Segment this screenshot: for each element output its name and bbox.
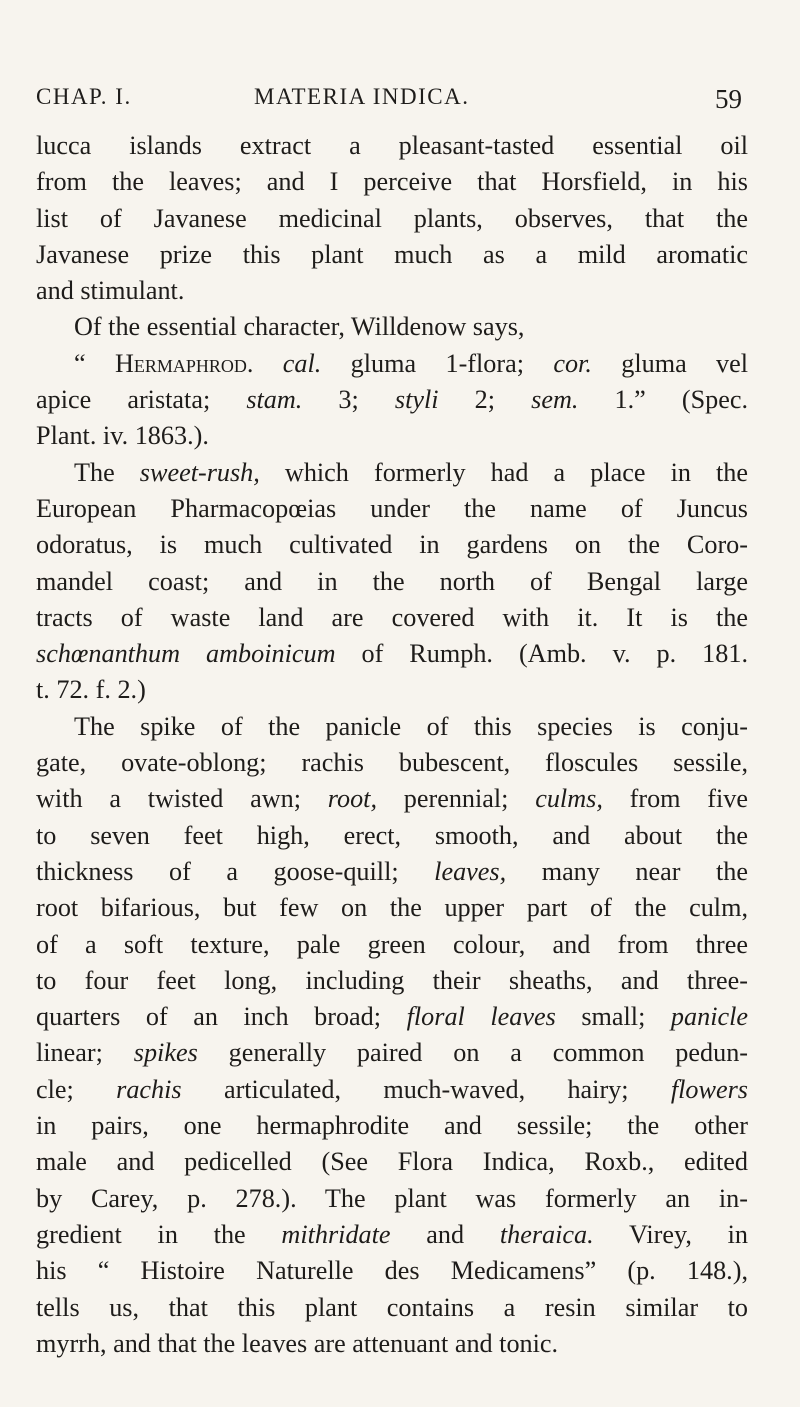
text-line: and stimulant. bbox=[36, 276, 185, 306]
text-line: with a twisted awn; root, perennial; culms, from five bbox=[36, 784, 749, 814]
text-line: his “ Histoire Naturelle des Medicamens” (p. 148.), bbox=[36, 1256, 748, 1286]
text-line: “ Hermaphrod. cal. gluma 1-flora; cor. gluma vel bbox=[74, 348, 749, 378]
text-line: t. 72. f. 2.) bbox=[36, 675, 146, 705]
text-line: lucca islands extract a pleasant-tasted essential oil bbox=[36, 131, 748, 160]
text-line: gate, ovate-oblong; rachis bubescent, floscules sessile, bbox=[36, 748, 748, 778]
text-line: tells us, that this plant contains a resin similar to bbox=[36, 1292, 748, 1322]
text-line: The sweet-rush, which formerly had a place in the bbox=[74, 457, 748, 487]
text-line: to seven feet high, erect, smooth, and about the bbox=[36, 820, 748, 850]
text-line: Of the essential character, Willdenow says, bbox=[74, 312, 525, 342]
text-line: Javanese prize this plant much as a mild aromatic bbox=[36, 239, 748, 269]
running-head bbox=[36, 84, 742, 120]
running-title: MATERIA INDICA. bbox=[254, 84, 470, 109]
text-line: schœnanthum amboinicum of Rumph. (Amb. v. p. 181. bbox=[36, 639, 749, 669]
text-line: gredient in the mithridate and theraica. Virey, in bbox=[36, 1219, 749, 1249]
text-line: thickness of a goose-quill; leaves, many near the bbox=[36, 856, 749, 886]
text-line: root bifarious, but few on the upper part of the culm, bbox=[36, 893, 748, 923]
text-line: in pairs, one hermaphrodite and sessile; the other bbox=[36, 1111, 748, 1141]
chapter-label: CHAP. I. bbox=[36, 84, 132, 109]
text-line: quarters of an inch broad; floral leaves small; panicle bbox=[36, 1002, 748, 1032]
body-text bbox=[36, 128, 748, 1362]
text-line: linear; spikes generally paired on a common pedun- bbox=[36, 1038, 749, 1068]
text-line: tracts of waste land are covered with it. It is the bbox=[36, 602, 748, 632]
text-line: odoratus, is much cultivated in gardens on the Coro- bbox=[36, 530, 748, 560]
text-line: by Carey, p. 278.). The plant was formerly an in- bbox=[36, 1183, 748, 1213]
text-line: list of Javanese medicinal plants, observes, that the bbox=[36, 203, 748, 233]
text-line: of a soft texture, pale green colour, and from three bbox=[36, 929, 748, 959]
text-line: The spike of the panicle of this species is conju- bbox=[74, 711, 748, 741]
text-line: apice aristata; stam. 3; styli 2; sem. 1.” (Spec. bbox=[36, 385, 749, 415]
text-line: Plant. iv. 1863.). bbox=[36, 421, 209, 451]
text-line: cle; rachis articulated, much-waved, hairy; flowers bbox=[36, 1074, 748, 1104]
page-number: 59 bbox=[715, 84, 742, 114]
text-line: European Pharmacopœias under the name of Juncus bbox=[36, 493, 748, 523]
text-line: myrrh, and that the leaves are attenuant and tonic. bbox=[36, 1328, 559, 1358]
text-line: male and pedicelled (See Flora Indica, Roxb., edited bbox=[36, 1147, 748, 1177]
text-line: from the leaves; and I perceive that Horsfield, in his bbox=[36, 167, 748, 197]
text-line: mandel coast; and in the north of Bengal large bbox=[36, 566, 748, 596]
text-line: to four feet long, including their sheaths, and three- bbox=[36, 965, 748, 995]
